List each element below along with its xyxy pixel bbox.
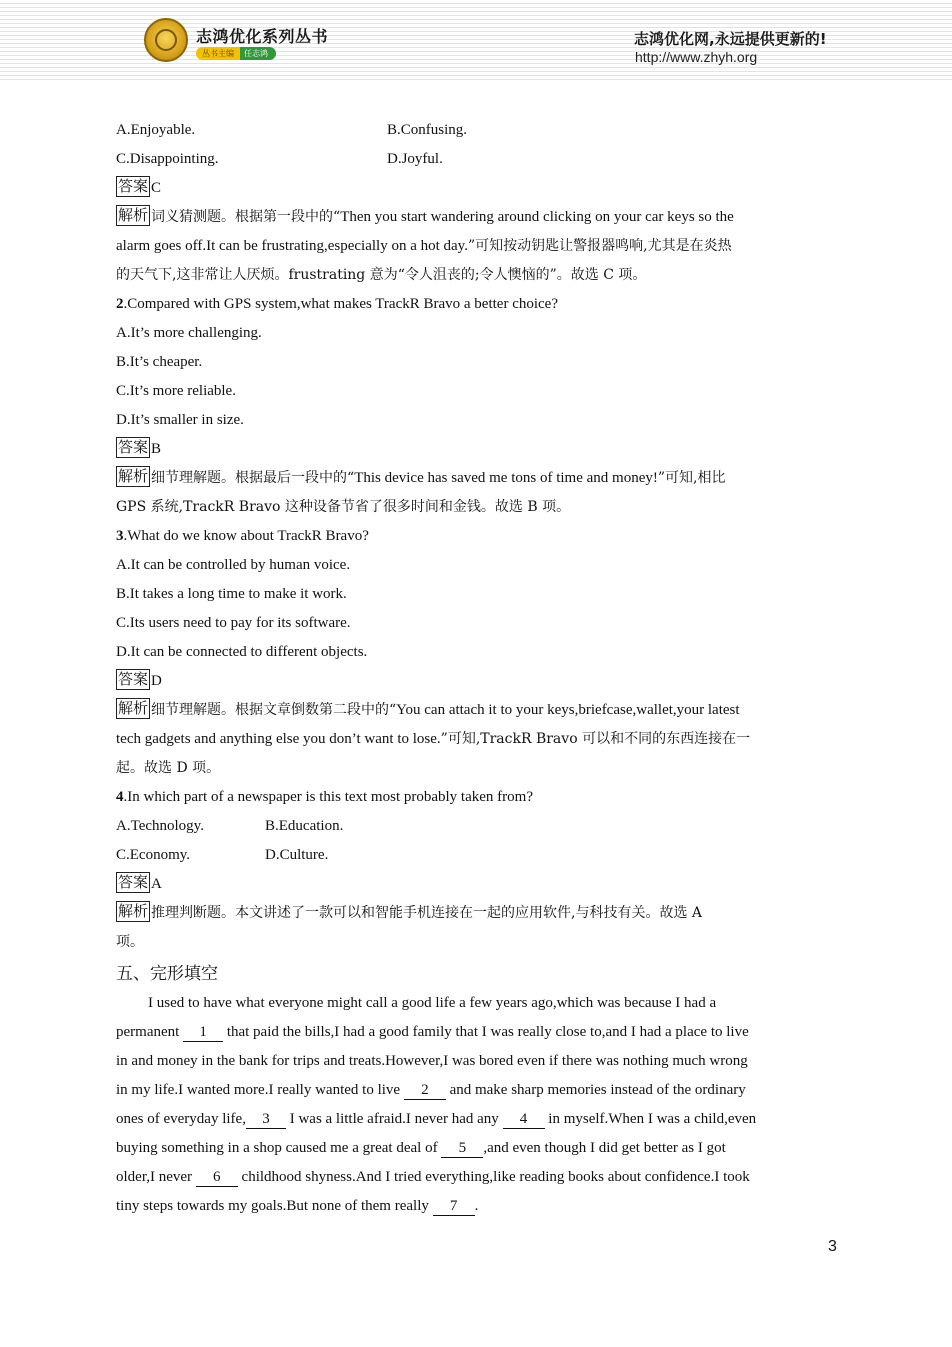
analysis-tag: 解析 — [118, 206, 149, 224]
q1-analysis-line: alarm goes off.It can be frustrating,especially on a hot day.”可知按动钥匙让警报器鸣响,尤其是在炎热 — [116, 238, 732, 254]
passage-line: ones of everyday life, 3 I was a little afraid.I never had any 4 in myself.When I was a child,even — [116, 1111, 757, 1127]
q1-option-c: C.Disappointing. — [116, 151, 219, 167]
passage-line: tiny steps towards my goals.But none of them really 7 . — [116, 1198, 479, 1214]
page-number: 3 — [828, 1238, 837, 1255]
blank-4: 4 — [503, 1110, 545, 1129]
answer-tag: 答案 — [118, 873, 149, 891]
blank-5: 5 — [441, 1139, 483, 1158]
q2-analysis-line: 解析 细节理解题。根据最后一段中的“This device has saved me tons of time and money!”可知,相比 — [118, 467, 726, 486]
header-url[interactable]: http://www.zhyh.org — [635, 49, 758, 65]
q1-option-d: D.Joyful. — [387, 151, 443, 167]
q4-option-a: A.Technology. — [116, 818, 204, 834]
q3-option: C.Its users need to pay for its software. — [116, 615, 351, 631]
q3-option: B.It takes a long time to make it work. — [116, 586, 347, 602]
q4-analysis-line: 项。 — [116, 934, 144, 950]
passage-line: buying something in a shop caused me a great deal of 5 ,and even though I did get better as I got — [116, 1140, 726, 1156]
answer-tag: 答案 — [118, 438, 149, 456]
q4-analysis-line: 解析 推理判断题。本文讲述了一款可以和智能手机连接在一起的应用软件,与科技有关。故选 A — [118, 902, 703, 921]
q4-option-c: C.Economy. — [116, 847, 191, 863]
q3-answer: 答案 D — [118, 670, 162, 689]
q4-answer: 答案 A — [118, 873, 162, 892]
q2-analysis-line: GPS 系统,TrackR Bravo 这种设备节省了很多时间和金钱。故选 B 项。 — [116, 499, 571, 515]
q2-option: B.It’s cheaper. — [116, 354, 203, 370]
blank-1: 1 — [183, 1023, 223, 1042]
section-heading: 五、完形填空 — [116, 964, 218, 984]
passage-line: older,I never 6 childhood shyness.And I tried everything,like reading books about confidence.I took — [116, 1169, 750, 1185]
passage-line: permanent 1 that paid the bills,I had a good family that I was really close to,and I had a place to live — [116, 1024, 749, 1040]
q3-question: 3.What do we know about TrackR Bravo? — [116, 528, 369, 544]
q4-options-row2 — [116, 841, 846, 870]
q4-option-d: D.Culture. — [265, 847, 329, 863]
q3-option: D.It can be connected to different objects. — [116, 644, 368, 660]
q1-analysis-line: 解析 词义猜测题。根据第一段中的“Then you start wandering around clicking on your car keys so the — [118, 206, 734, 225]
q1-answer: 答案 C — [118, 177, 162, 196]
header-slogan: 志鸿优化网,永远提供更新的! — [634, 30, 827, 48]
blank-6: 6 — [196, 1168, 238, 1187]
q4-options-row1 — [116, 812, 846, 841]
analysis-tag: 解析 — [118, 699, 149, 717]
editor-badge: 丛书主编 任志鸿 — [196, 47, 276, 60]
page-header — [0, 0, 952, 82]
passage-line: in my life.I wanted more.I really wanted to live 2 and make sharp memories instead of the ordinary — [116, 1082, 746, 1098]
analysis-tag: 解析 — [118, 467, 149, 485]
q2-option: D.It’s smaller in size. — [116, 412, 244, 428]
answer-tag: 答案 — [118, 177, 149, 195]
series-logo-icon — [144, 18, 188, 62]
q2-question: 2.Compared with GPS system,what makes TrackR Bravo a better choice? — [116, 296, 559, 312]
q1-option-b: B.Confusing. — [387, 122, 468, 138]
q3-analysis-line: tech gadgets and anything else you don’t want to lose.”可知,TrackR Bravo 可以和不同的东西连接在一 — [116, 731, 751, 747]
q3-analysis-line: 解析 细节理解题。根据文章倒数第二段中的“You can attach it to your keys,briefcase,wallet,your latest — [118, 699, 740, 718]
q4-question: 4.In which part of a newspaper is this text most probably taken from? — [116, 789, 533, 805]
q4-option-b: B.Education. — [265, 818, 344, 834]
blank-2: 2 — [404, 1081, 446, 1100]
q1-analysis-line: 的天气下,这非常让人厌烦。frustrating 意为“令人沮丧的;令人懊恼的”。故选 C 项。 — [116, 267, 647, 283]
q2-option: A.It’s more challenging. — [116, 325, 262, 341]
passage-line: in and money in the bank for trips and treats.However,I was bored even if there was nothing much wrong — [116, 1053, 748, 1069]
blank-3: 3 — [246, 1110, 286, 1129]
blank-7: 7 — [433, 1197, 475, 1216]
q3-analysis-line: 起。故选 D 项。 — [116, 760, 221, 776]
q1-option-a: A.Enjoyable. — [116, 122, 196, 138]
series-title: 志鸿优化系列丛书 — [196, 27, 329, 46]
q2-answer: 答案 B — [118, 438, 162, 457]
answer-tag: 答案 — [118, 670, 149, 688]
q2-option: C.It’s more reliable. — [116, 383, 236, 399]
q3-option: A.It can be controlled by human voice. — [116, 557, 351, 573]
analysis-tag: 解析 — [118, 902, 149, 920]
page-content — [116, 116, 846, 1221]
q1-options-row2 — [116, 145, 846, 174]
q1-options-row1 — [116, 116, 846, 145]
passage-line: I used to have what everyone might call a good life a few years ago,which was because I had a — [148, 995, 717, 1011]
